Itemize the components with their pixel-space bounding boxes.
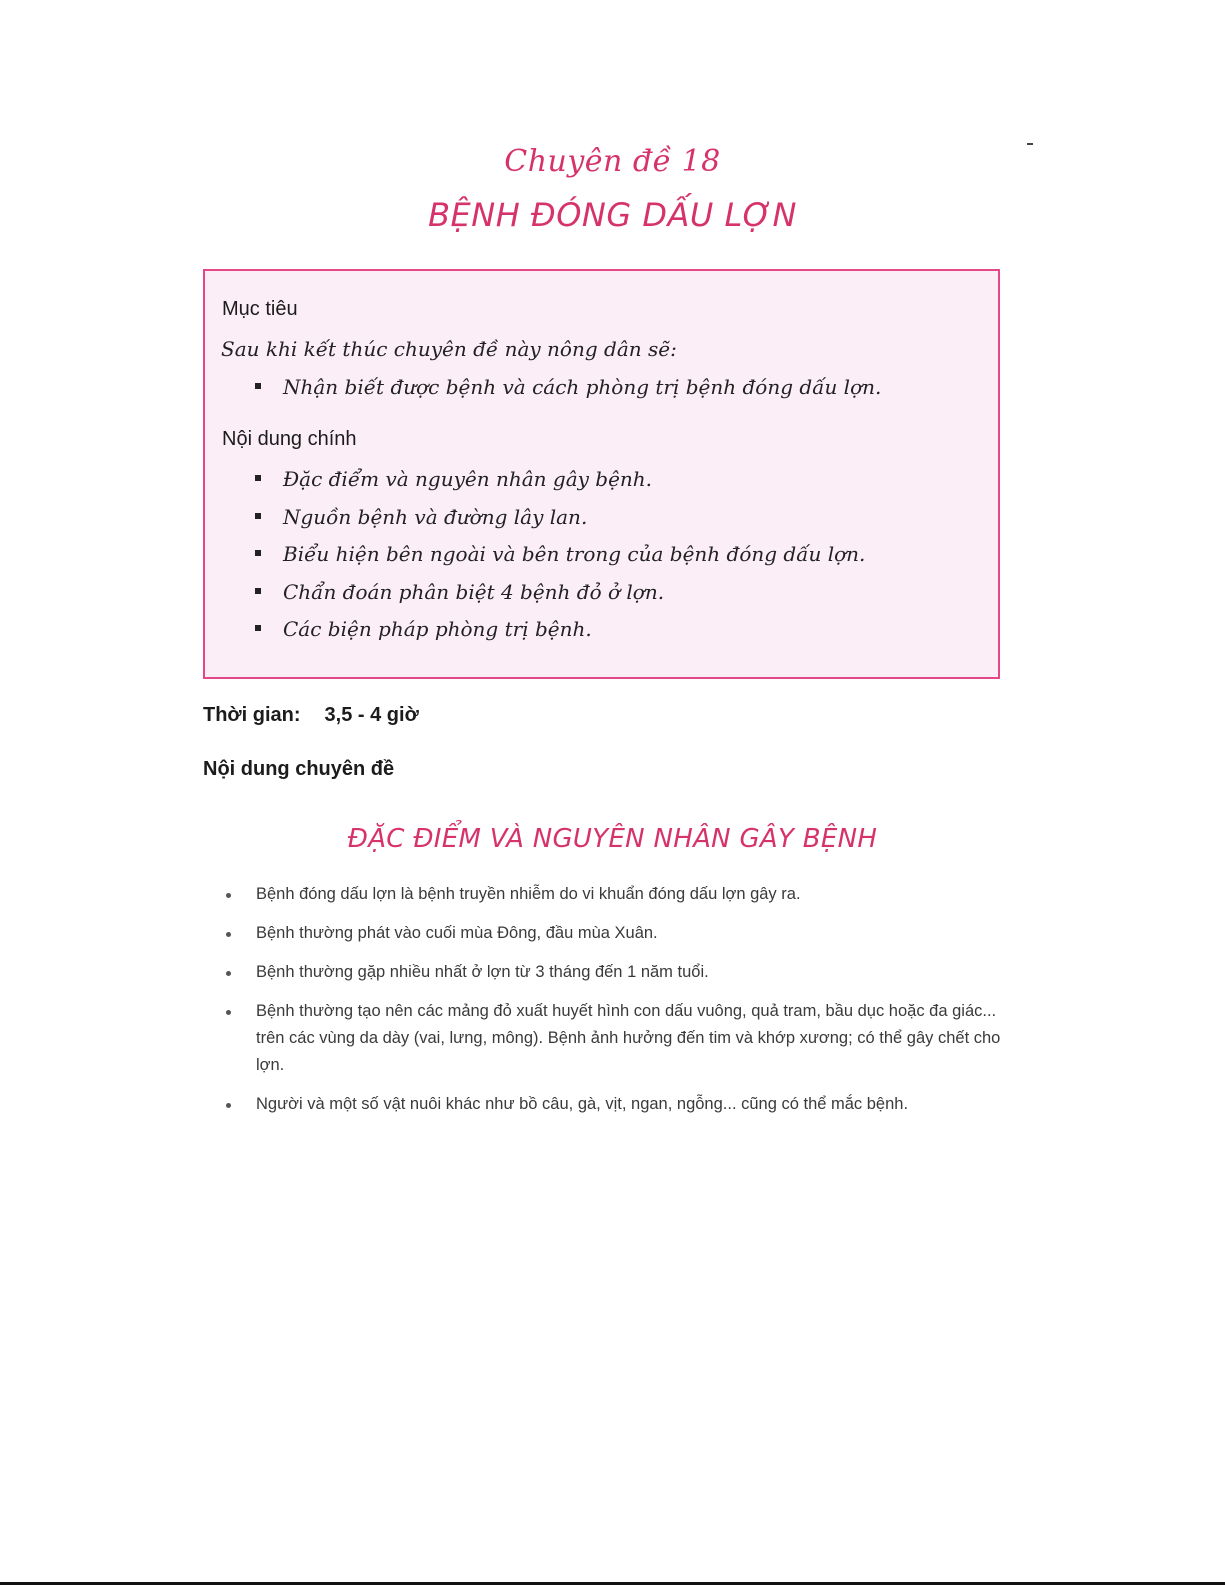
content-item-text: Nguồn bệnh và đường lây lan.: [283, 504, 588, 529]
dot-bullet-icon: [226, 932, 231, 937]
fact-item: [222, 1091, 1002, 1118]
square-bullet-icon: [255, 383, 261, 389]
duration-label: Thời gian:: [203, 704, 301, 726]
fact-item: [222, 881, 1002, 908]
content-heading: Nội dung chính: [222, 428, 357, 450]
objective-item: [253, 373, 881, 411]
fact-item-text: Bệnh thường phát vào cuối mùa Đông, đầu mùa Xuân.: [256, 924, 658, 942]
square-bullet-icon: [255, 550, 261, 556]
content-item-text: Biểu hiện bên ngoài và bên trong của bệnh đóng dấu lợn.: [283, 542, 866, 566]
fact-item-text: Bệnh thường tạo nên các mảng đỏ xuất huyết hình con dấu vuông, quả tram, bầu dục hoặc đa giác... trên các vùng da dày (vai, lưng, mông). Bệnh ảnh hưởng đến tim và khớp xương; có thể gây chết cho lợn.: [256, 1002, 1001, 1074]
duration-value: 3,5 - 4 giờ: [324, 704, 419, 726]
fact-item: [222, 920, 1002, 947]
section-subtitle: ĐẶC ĐIỂM VÀ NGUYÊN NHÂN GÂY BỆNH: [347, 824, 878, 854]
square-bullet-icon: [255, 475, 261, 481]
content-item: [253, 615, 865, 653]
duration-row: [203, 704, 419, 727]
objective-list: [253, 373, 881, 411]
content-item: [253, 465, 865, 503]
dot-bullet-icon: [226, 893, 231, 898]
content-item-text: Các biện pháp phòng trị bệnh.: [283, 617, 592, 641]
fact-item-text: Người và một số vật nuôi khác như bồ câu, gà, vịt, ngan, ngỗng... cũng có thể mắc bệnh.: [256, 1095, 909, 1113]
fact-item-text: Bệnh thường gặp nhiều nhất ở lợn từ 3 tháng đến 1 năm tuổi.: [256, 963, 709, 981]
dot-bullet-icon: [226, 1103, 231, 1108]
fact-item-text: Bệnh đóng dấu lợn là bệnh truyền nhiễm do vi khuẩn đóng dấu lợn gây ra.: [256, 885, 801, 903]
content-item-text: Đặc điểm và nguyên nhân gây bệnh.: [283, 467, 653, 491]
content-item: [253, 503, 865, 541]
content-item: [253, 578, 865, 616]
square-bullet-icon: [255, 513, 261, 519]
objective-heading: Mục tiêu: [222, 298, 298, 320]
content-item-text: Chẩn đoán phân biệt 4 bệnh đỏ ở lợn.: [283, 579, 665, 604]
fact-item: [222, 998, 1002, 1079]
dot-bullet-icon: [226, 971, 231, 976]
square-bullet-icon: [255, 625, 261, 631]
square-bullet-icon: [255, 588, 261, 594]
content-list: [253, 465, 865, 653]
fact-item: [222, 959, 1002, 986]
section-heading: Nội dung chuyên đề: [203, 758, 395, 780]
chapter-label: Chuyên đề 18: [504, 144, 721, 179]
content-item: [253, 540, 865, 578]
fact-list: [222, 881, 1002, 1130]
objective-box: [203, 269, 1000, 679]
chapter-title: BỆNH ĐÓNG DẤU LỢN: [428, 196, 797, 234]
dot-bullet-icon: [226, 1010, 231, 1015]
objective-item-text: Nhận biết được bệnh và cách phòng trị bệnh đóng dấu lợn.: [283, 375, 882, 399]
objective-intro: Sau khi kết thúc chuyên đề này nông dân sẽ:: [221, 337, 677, 361]
